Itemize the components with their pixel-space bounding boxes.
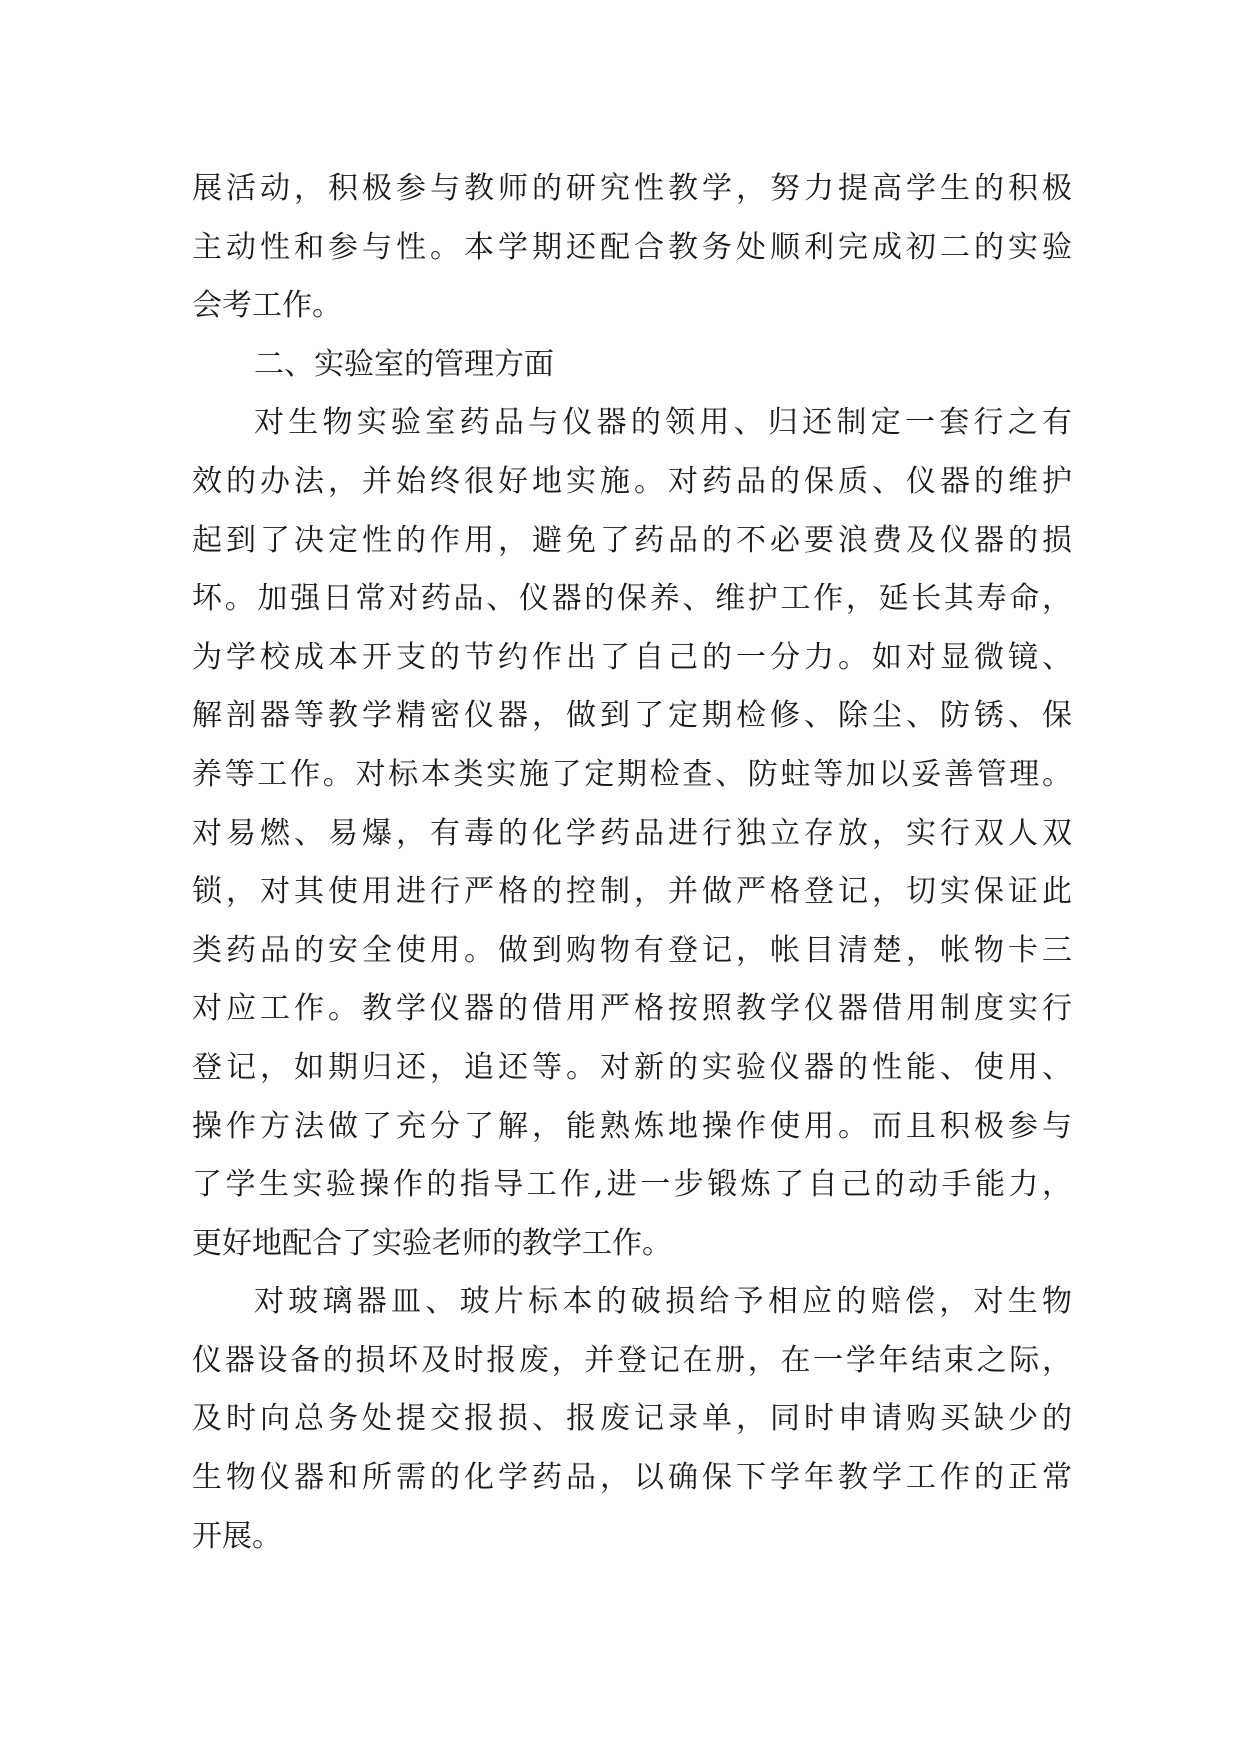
text-line: 及时向总务处提交报损、报废记录单，同时申请购买缺少的 xyxy=(192,1401,1072,1437)
text-line: 更好地配合了实验老师的教学工作。 xyxy=(192,1225,672,1261)
text-line: 生物仪器和所需的化学药品，以确保下学年教学工作的正常 xyxy=(192,1460,1072,1496)
text-line: 操作方法做了充分了解，能熟炼地操作使用。而且积极参与 xyxy=(192,1108,1072,1144)
text-line: 开展。 xyxy=(192,1518,282,1554)
text-line: 对生物实验室药品与仪器的领用、归还制定一套行之有 xyxy=(254,405,1072,441)
text-line: 为学校成本开支的节约作出了自己的一分力。如对显微镜、 xyxy=(192,639,1072,675)
text-line: 类药品的安全使用。做到购物有登记，帐目清楚，帐物卡三 xyxy=(192,932,1072,968)
text-line: 起到了决定性的作用，避免了药品的不必要浪费及仪器的损 xyxy=(192,522,1072,558)
text-line: 对易燃、易爆，有毒的化学药品进行独立存放，实行双人双 xyxy=(192,815,1072,851)
text-line: 登记，如期归还，追还等。对新的实验仪器的性能、使用、 xyxy=(192,1049,1072,1085)
text-line: 坏。加强日常对药品、仪器的保养、维护工作，延长其寿命， xyxy=(192,581,1072,617)
text-line: 对应工作。教学仪器的借用严格按照教学仪器借用制度实行 xyxy=(192,991,1072,1027)
text-line: 了学生实验操作的指导工作,进一步锻炼了自己的动手能力， xyxy=(192,1167,1072,1203)
text-line: 二、实验室的管理方面 xyxy=(254,346,554,382)
text-line: 主动性和参与性。本学期还配合教务处顺利完成初二的实验 xyxy=(192,229,1072,265)
text-line: 对玻璃器皿、玻片标本的破损给予相应的赔偿，对生物 xyxy=(254,1284,1072,1320)
text-line: 养等工作。对标本类实施了定期检查、防蛀等加以妥善管理。 xyxy=(192,756,1072,792)
text-line: 解剖器等教学精密仪器，做到了定期检修、除尘、防锈、保 xyxy=(192,698,1072,734)
text-line: 会考工作。 xyxy=(192,288,342,324)
text-line: 效的办法，并始终很好地实施。对药品的保质、仪器的维护 xyxy=(192,463,1072,499)
text-line: 展活动，积极参与教师的研究性教学，努力提高学生的积极 xyxy=(192,171,1072,206)
text-line: 锁，对其使用进行严格的控制，并做严格登记，切实保证此 xyxy=(192,874,1072,910)
text-line: 仪器设备的损坏及时报废，并登记在册，在一学年结束之际， xyxy=(192,1342,1072,1378)
document-body xyxy=(192,160,1072,1566)
